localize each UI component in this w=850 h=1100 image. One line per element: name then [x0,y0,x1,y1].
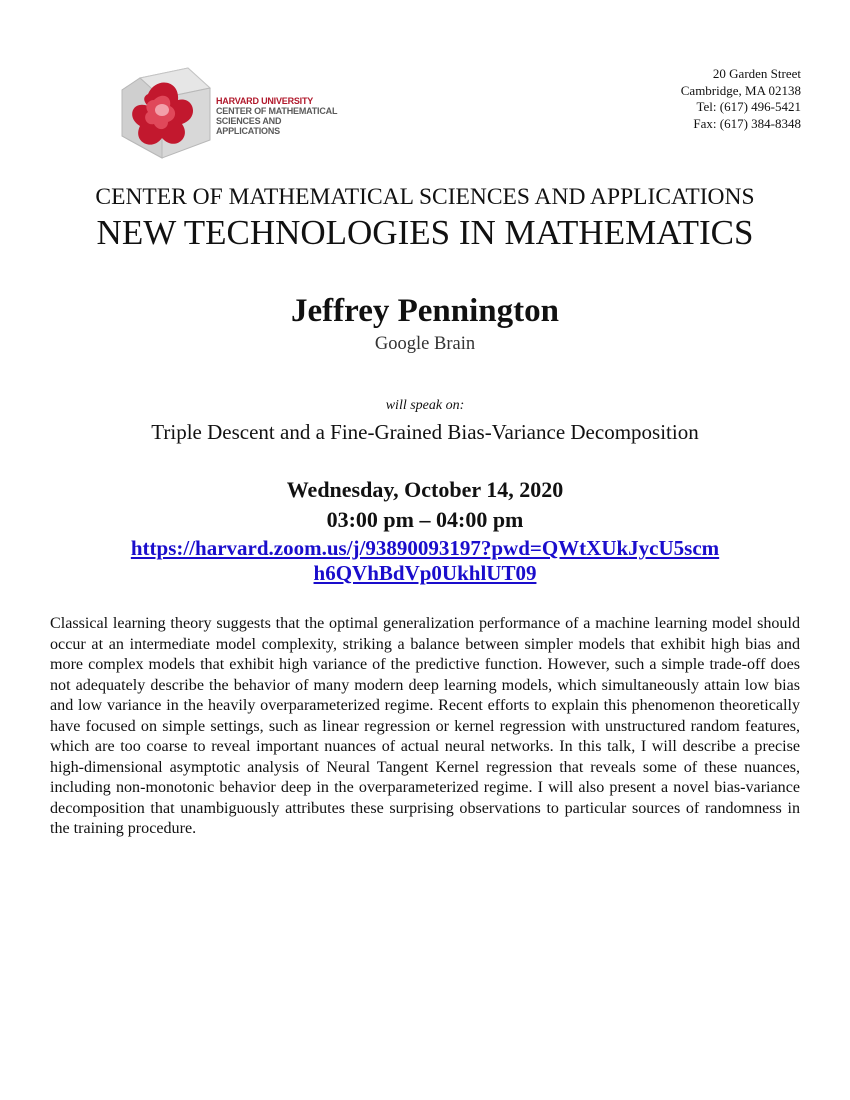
address-block [681,66,801,132]
series-title: NEW TECHNOLOGIES IN MATHEMATICS [96,213,754,252]
abstract-text: Classical learning theory suggests that the optimal generalization performance of a machine learning model should occur at an intermediate model complexity, striking a balance between simpler models that exhibit high bias and more complex models that exhibit high variance of the predictive function. However, such a simple trade-off does not adequately describe the behavior of many modern deep learning models, which simultaneously attain low bias and low variance in the heavily overparameterized regime. Recent efforts to explain this phenomenon theoretically have focused on simple settings, such as linear regression or kernel regression with unstructured random features, which are too coarse to reveal important nuances of actual neural networks. In this talk, I will describe a precise high-dimensional asymptotic analysis of Neural Tangent Kernel regression that reveals some of these nuances, including non-monotonic behavior deep in the overparameterized regime. I will also present a novel bias-variance decomposition that unambiguously attributes these surprising observations to particular sources of randomness in the training procedure. [50,615,800,837]
speaker-name: Jeffrey Pennington [291,293,559,329]
address-street: 20 Garden Street [712,66,801,81]
logo-line-2: CENTER OF MATHEMATICAL [216,106,338,116]
cmsa-logo [118,66,343,162]
logo-cube-graphic [118,66,218,162]
zoom-link-line-1: https://harvard.zoom.us/j/93890093197?pwd=QWtXUkJycU5scm [130,536,720,560]
event-time: 03:00 pm – 04:00 pm [326,507,524,532]
logo-wordmark [216,96,343,136]
address-tel: Tel: (617) 496-5421 [696,99,801,114]
center-name-heading: CENTER OF MATHEMATICAL SCIENCES AND APPLICATIONS [95,184,755,210]
speaker-affiliation: Google Brain [374,334,476,354]
zoom-link-line-2: h6QVhBdVp0UkhlUT09 [313,561,537,585]
zoom-link-anchor[interactable] [131,536,719,585]
talk-title: Triple Descent and a Fine-Grained Bias-Variance Decomposition [151,420,699,444]
address-fax: Fax: (617) 384-8348 [693,115,801,131]
address-city: Cambridge, MA 02138 [680,82,801,98]
logo-line-3: SCIENCES AND APPLICATIONS [216,116,282,136]
zoom-link[interactable] [40,536,810,586]
will-speak-label: will speak on: [385,398,465,413]
event-date: Wednesday, October 14, 2020 [286,477,564,502]
logo-line-1: HARVARD UNIVERSITY [216,96,314,106]
